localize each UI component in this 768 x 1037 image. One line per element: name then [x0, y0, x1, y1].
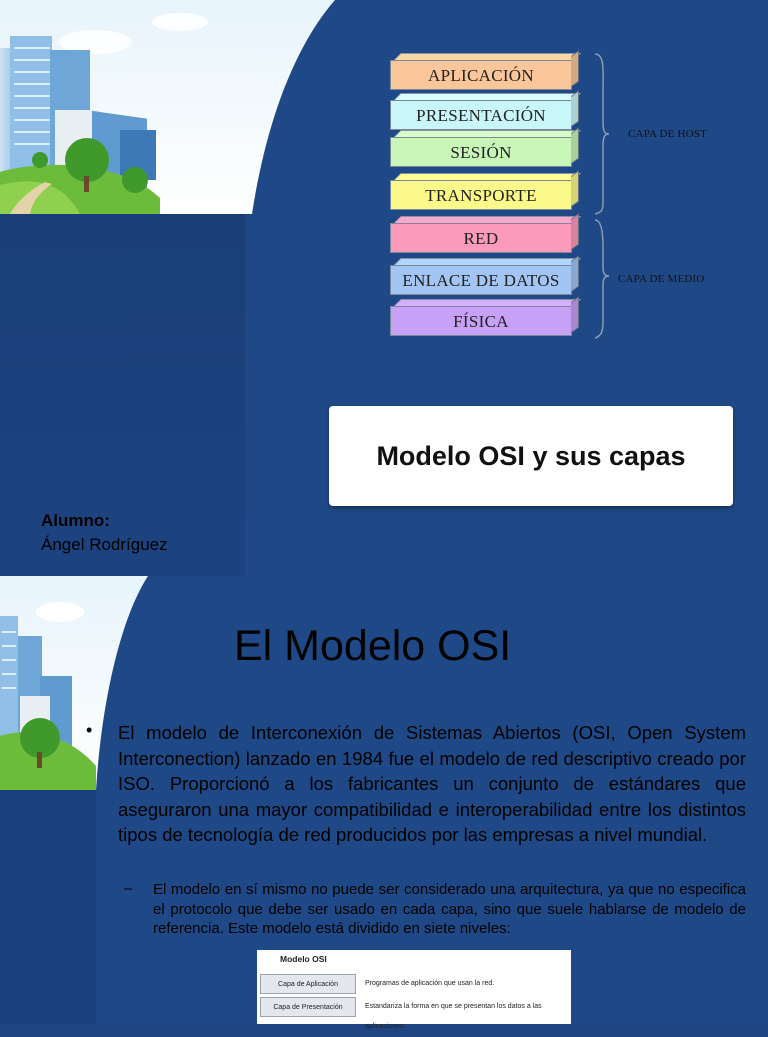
table-row	[257, 997, 571, 1030]
sub-bullet-marker: –	[124, 880, 133, 897]
title-box	[329, 406, 733, 506]
table-desc-cell: Programas de aplicación que usan la red.	[365, 980, 495, 987]
layer-red: RED	[390, 223, 572, 253]
table-title: Modelo OSI	[280, 954, 327, 964]
table-layer-cell: Capa de Aplicación	[260, 974, 356, 994]
slide-title-text: Modelo OSI y sus capas	[376, 440, 686, 471]
layer-fisica: FÍSICA	[390, 306, 572, 336]
sub-bullet-item	[124, 880, 746, 939]
layer-enlace: ENLACE DE DATOS	[390, 265, 572, 295]
layer-presentacion: PRESENTACIÓN	[390, 100, 572, 130]
table-row	[257, 974, 571, 996]
sub-bullet-text: El modelo en sí mismo no puede ser considerado una arquitectura, ya que no especifica el protocolo que debe ser usado en cada capa, sino que suele hablarse de modelo de referencia. Este modelo está dividido en siete niveles:	[153, 881, 746, 937]
left-dark-panel	[0, 214, 245, 576]
osi-table-image	[257, 950, 571, 1030]
bullet-item	[86, 720, 746, 848]
table-desc-cell: Estandariza la forma en que se presentan los datos a las aplicaciones.	[365, 1003, 542, 1030]
slide-heading: El Modelo OSI	[234, 622, 512, 670]
layer-sesion: SESIÓN	[390, 137, 572, 167]
table-layer-cell: Capa de Presentación	[260, 997, 356, 1017]
layer-aplicacion: APLICACIÓN	[390, 60, 572, 90]
student-label: Alumno:	[41, 511, 110, 530]
slide-modelo-osi	[0, 576, 768, 1030]
bullet-marker: •	[86, 720, 93, 740]
layer-transporte: TRANSPORTE	[390, 180, 572, 210]
host-label: CAPA DE HOST	[628, 128, 708, 140]
student-name: Ángel Rodríguez	[41, 535, 168, 554]
braces	[585, 52, 615, 342]
medio-label: CAPA DE MEDIO	[618, 273, 705, 285]
bullet-text: El modelo de Interconexión de Sistemas Abiertos (OSI, Open System Interconection) lanzado en 1984 fue el modelo de red descriptivo creado por ISO. Proporcionó a los fabricantes un conjunto de estándares que aseguraron una mayor compatibilidad e interoperabilidad entre los distintos tipos de tecnología de red producidos por las empresas a nivel mundial.	[118, 722, 746, 845]
